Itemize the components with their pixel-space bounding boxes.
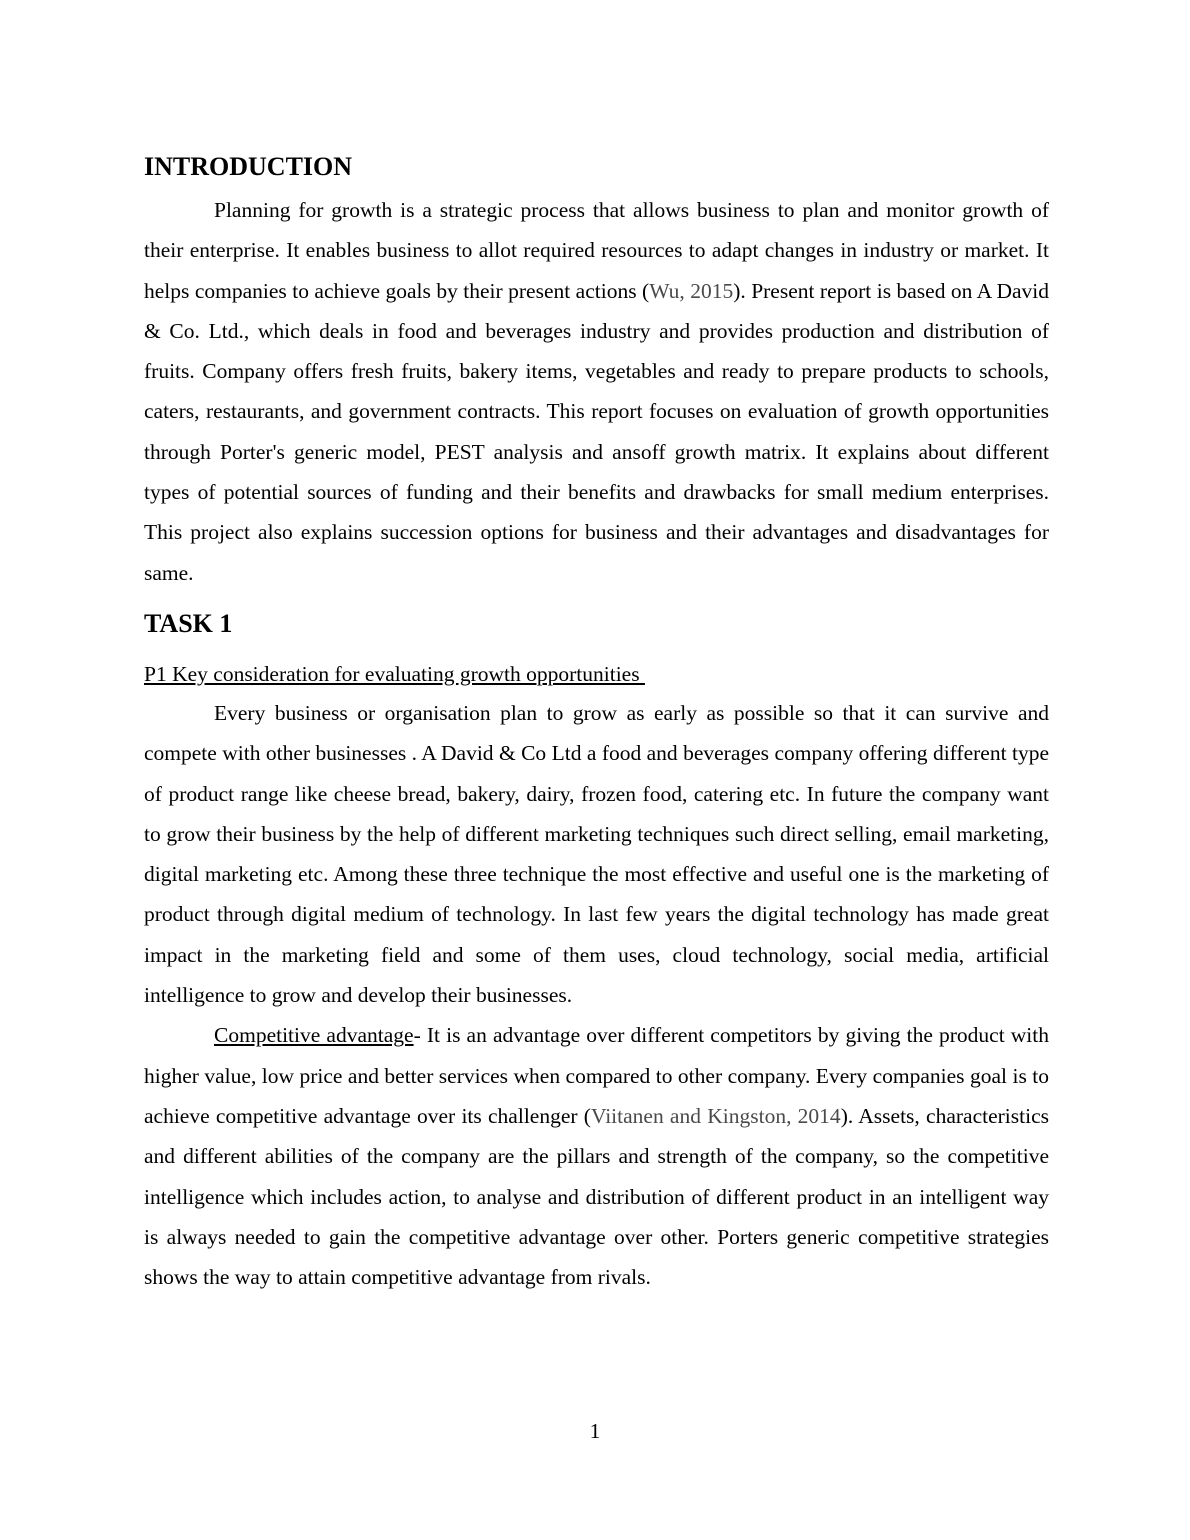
document-page <box>144 148 1049 1297</box>
introduction-heading: INTRODUCTION <box>144 152 353 181</box>
growth-paragraph: Every business or organisation plan to grow as early as possible so that it can survive and compete with other businesses . A David & Co Ltd a food and beverages company offering different type of product range like cheese bread, bakery, dairy, frozen food, catering etc. In future the company want to grow their business by the help of different marketing techniques such direct selling, email marketing, digital marketing etc. Among these three technique the most effective and useful one is the marketing of product through digital medium of technology. In last few years the digital technology has made great impact in the marketing field and some of them uses, cloud technology, social media, artificial intelligence to grow and develop their businesses. <box>144 700 1049 1008</box>
introduction-text-b: ). Present report is based on A David & Co. Ltd., which deals in food and beverages industry and provides production and distribution of fruits. Company offers fresh fruits, bakery items, vegetables and ready to prepare products to schools, caters, restaurants, and government contracts. This report focuses on evaluation of growth opportunities through Porter's generic model, PEST analysis and ansoff growth matrix. It explains about different types of potential sources of funding and their benefits and drawbacks for small medium enterprises. This project also explains succession options for business and their advantages and disadvantages for same. <box>144 278 1050 585</box>
introduction-paragraph <box>144 190 1049 593</box>
p1-subheading: P1 Key consideration for evaluating growth opportunities <box>144 661 645 686</box>
task1-heading: TASK 1 <box>144 608 233 638</box>
competitive-text-a: - It is an advantage over different competitors by giving the product with higher value, low price and better services when compared to other company. Every companies goal is to achieve competitive advantage over its challenger ( <box>144 1023 1050 1128</box>
citation-viitanen: Viitanen and Kingston, 2014 <box>590 1103 841 1128</box>
competitive-advantage-term: Competitive advantage <box>214 1023 414 1048</box>
citation-wu: Wu, 2015 <box>649 278 734 303</box>
competitive-text-b: ). Assets, characteristics and different abilities of the company are the pillars and strength of the company, so the competitive intelligence which includes action, to analyse and distribution of different product in an intelligent way is always needed to gain the competitive advantage over other. Porters generic competitive strategies shows the way to attain competitive advantage from rivals. <box>144 1103 1049 1290</box>
introduction-text-a: Planning for growth is a strategic process that allows business to plan and monitor growth of their enterprise. It enables business to allot required resources to adapt changes in industry or market. It helps companies to achieve goals by their present actions ( <box>144 198 1049 303</box>
competitive-advantage-paragraph <box>144 1015 1049 1297</box>
page-number: 1 <box>589 1419 601 1443</box>
